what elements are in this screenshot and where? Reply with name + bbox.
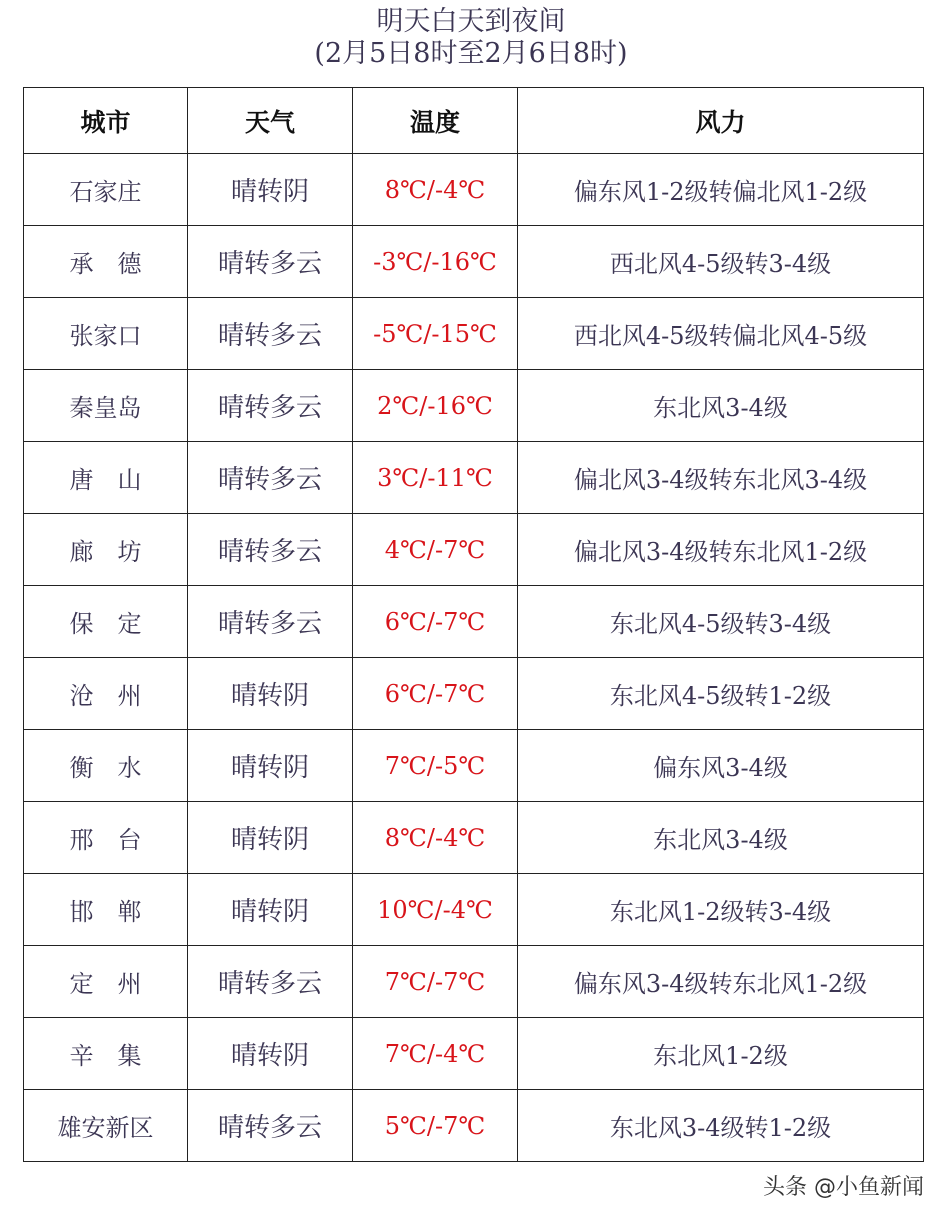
weather-cell: 晴转多云 [188, 226, 353, 298]
temperature-cell: 7℃/-4℃ [353, 1018, 518, 1090]
city-cell: 廊 坊 [24, 514, 188, 586]
city-cell: 张家口 [24, 298, 188, 370]
city-cell: 沧 州 [24, 658, 188, 730]
table-row [24, 226, 924, 298]
weather-cell: 晴转阴 [188, 154, 353, 226]
wind-cell: 东北风1-2级转3-4级 [518, 874, 924, 946]
table-row [24, 154, 924, 226]
city-cell: 衡 水 [24, 730, 188, 802]
watermark: 头条 @小鱼新闻 [763, 1175, 924, 1200]
city-cell: 保 定 [24, 586, 188, 658]
wind-cell: 东北风3-4级转1-2级 [518, 1090, 924, 1162]
wind-cell: 偏东风3-4级转东北风1-2级 [518, 946, 924, 1018]
header-row [24, 88, 924, 154]
table-row [24, 946, 924, 1018]
temperature-cell: 8℃/-4℃ [353, 802, 518, 874]
city-cell: 石家庄 [24, 154, 188, 226]
city-cell: 唐 山 [24, 442, 188, 514]
temperature-cell: 6℃/-7℃ [353, 586, 518, 658]
weather-cell: 晴转阴 [188, 658, 353, 730]
wind-cell: 西北风4-5级转3-4级 [518, 226, 924, 298]
header-weather: 天气 [188, 88, 353, 154]
wind-cell: 偏东风1-2级转偏北风1-2级 [518, 154, 924, 226]
table-row [24, 370, 924, 442]
header-wind: 风力 [518, 88, 924, 154]
temperature-cell: -5℃/-15℃ [353, 298, 518, 370]
temperature-cell: 6℃/-7℃ [353, 658, 518, 730]
weather-cell: 晴转多云 [188, 442, 353, 514]
table-row [24, 658, 924, 730]
temperature-cell: -3℃/-16℃ [353, 226, 518, 298]
table-row [24, 442, 924, 514]
wind-cell: 东北风3-4级 [518, 370, 924, 442]
table-row [24, 802, 924, 874]
city-cell: 承 德 [24, 226, 188, 298]
wind-cell: 东北风4-5级转3-4级 [518, 586, 924, 658]
table-row [24, 1090, 924, 1162]
title-line-2: (2月5日8时至2月6日8时) [314, 38, 628, 69]
city-cell: 雄安新区 [24, 1090, 188, 1162]
temperature-cell: 3℃/-11℃ [353, 442, 518, 514]
table-row [24, 586, 924, 658]
table-row [24, 1018, 924, 1090]
table-row [24, 874, 924, 946]
weather-cell: 晴转多云 [188, 370, 353, 442]
temperature-cell: 4℃/-7℃ [353, 514, 518, 586]
weather-cell: 晴转多云 [188, 298, 353, 370]
city-cell: 辛 集 [24, 1018, 188, 1090]
wind-cell: 偏北风3-4级转东北风3-4级 [518, 442, 924, 514]
weather-cell: 晴转阴 [188, 874, 353, 946]
wind-cell: 东北风4-5级转1-2级 [518, 658, 924, 730]
weather-cell: 晴转阴 [188, 730, 353, 802]
table-body [24, 154, 924, 1162]
wind-cell: 东北风1-2级 [518, 1018, 924, 1090]
city-cell: 邢 台 [24, 802, 188, 874]
weather-cell: 晴转多云 [188, 586, 353, 658]
header-temperature: 温度 [353, 88, 518, 154]
city-cell: 定 州 [24, 946, 188, 1018]
weather-cell: 晴转阴 [188, 802, 353, 874]
city-cell: 邯 郸 [24, 874, 188, 946]
wind-cell: 偏东风3-4级 [518, 730, 924, 802]
temperature-cell: 7℃/-7℃ [353, 946, 518, 1018]
city-cell: 秦皇岛 [24, 370, 188, 442]
wind-cell: 东北风3-4级 [518, 802, 924, 874]
temperature-cell: 10℃/-4℃ [353, 874, 518, 946]
weather-cell: 晴转多云 [188, 1090, 353, 1162]
weather-cell: 晴转阴 [188, 1018, 353, 1090]
header-city: 城市 [24, 88, 188, 154]
temperature-cell: 5℃/-7℃ [353, 1090, 518, 1162]
forecast-table [23, 87, 924, 1162]
temperature-cell: 2℃/-16℃ [353, 370, 518, 442]
weather-cell: 晴转多云 [188, 946, 353, 1018]
table-row [24, 730, 924, 802]
table-row [24, 514, 924, 586]
table-row [24, 298, 924, 370]
weather-cell: 晴转多云 [188, 514, 353, 586]
wind-cell: 偏北风3-4级转东北风1-2级 [518, 514, 924, 586]
temperature-cell: 7℃/-5℃ [353, 730, 518, 802]
temperature-cell: 8℃/-4℃ [353, 154, 518, 226]
wind-cell: 西北风4-5级转偏北风4-5级 [518, 298, 924, 370]
title-line-1: 明天白天到夜间 [376, 6, 566, 37]
